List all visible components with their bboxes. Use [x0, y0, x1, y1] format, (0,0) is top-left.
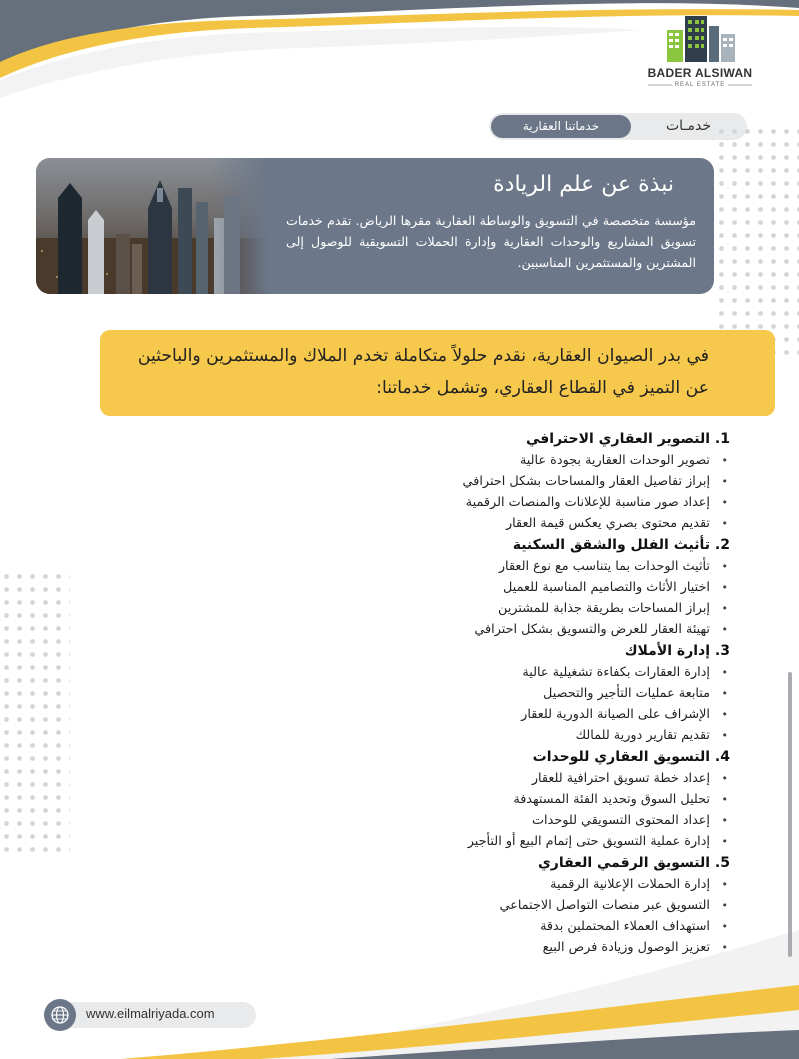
riyadh-skyline-image — [36, 158, 268, 294]
services-list — [300, 428, 730, 958]
about-card — [36, 158, 714, 294]
service-item: • إبراز تفاصيل العقار والمساحات بشكل احترافي — [300, 471, 730, 492]
company-logo — [640, 12, 760, 92]
service-item: • اختيار الأثاث والتصاميم المناسبة للعميل — [300, 577, 730, 598]
dot-grid-decoration-left — [0, 570, 70, 860]
service-title: 4. التسويق العقاري للوحدات — [532, 749, 730, 765]
dot-grid-decoration-right — [715, 125, 799, 355]
logo-name: BADER ALSIWAN — [647, 66, 753, 80]
service-item: • متابعة عمليات التأجير والتحصيل — [300, 683, 730, 704]
service-item: • التسويق عبر منصات التواصل الاجتماعي — [300, 895, 730, 916]
globe-icon — [44, 999, 76, 1031]
service-item: • تحليل السوق وتحديد الفئة المستهدفة — [300, 789, 730, 810]
about-text: مؤسسة متخصصة في التسويق والوساطة العقارية مقرها الرياض. تقدم خدمات تسويق المشاريع والوحدات العقارية وإدارة الحملات التسويقية للوصول إلى المشترين والمستثمرين المناسبين. — [286, 213, 696, 270]
service-item: • تعزيز الوصول وزيادة فرص البيع — [300, 937, 730, 958]
about-title: نبذة عن علم الريادة — [493, 172, 674, 197]
service-title: 3. إدارة الأملاك — [624, 643, 730, 659]
service-item: • إبراز المساحات بطريقة جذابة للمشترين — [300, 598, 730, 619]
service-title: 5. التسويق الرقمي العقاري — [537, 855, 730, 871]
service-item: • إدارة عملية التسويق حتى إتمام البيع أو التأجير — [300, 831, 730, 852]
service-item: • تصوير الوحدات العقارية بجودة عالية — [300, 450, 730, 471]
service-item: • إعداد المحتوى التسويقي للوحدات — [300, 810, 730, 831]
service-item: • إدارة الحملات الإعلانية الرقمية — [300, 874, 730, 895]
logo-subtitle: REAL ESTATE — [674, 82, 726, 88]
service-item: • تقديم تقارير دورية للمالك — [300, 725, 730, 746]
service-item: • تهيئة العقار للعرض والتسويق بشكل احترافي — [300, 619, 730, 640]
service-title: 2. تأثيث الفلل والشقق السكنية — [512, 537, 730, 553]
service-item: • تقديم محتوى بصري يعكس قيمة العقار — [300, 513, 730, 534]
service-item: • إدارة العقارات بكفاءة تشغيلية عالية — [300, 662, 730, 683]
website-link[interactable]: www.eilmalriyada.com — [86, 1006, 215, 1021]
service-item: • استهداف العملاء المحتملين بدقة — [300, 916, 730, 937]
buildings-logo-icon — [640, 12, 760, 64]
service-item: • تأثيث الوحدات بما يتناسب مع نوع العقار — [300, 556, 730, 577]
intro-text: في بدر الصيوان العقارية، نقدم حلولاً متكاملة تخدم الملاك والمستثمرين والباحثين عن التميز في القطاع العقاري، وتشمل خدماتنا: — [137, 346, 709, 398]
service-item: • إعداد صور مناسبة للإعلانات والمنصات الرقمية — [300, 492, 730, 513]
service-title: 1. التصوير العقاري الاحترافي — [525, 431, 730, 447]
service-item: • الإشراف على الصيانة الدورية للعقار — [300, 704, 730, 725]
scrollbar[interactable] — [788, 672, 792, 957]
breadcrumb-current: خدماتنا العقارية — [491, 115, 631, 138]
intro-box — [100, 330, 775, 416]
breadcrumb-section: خدمـات — [665, 118, 711, 134]
service-item: • إعداد خطة تسويق احترافية للعقار — [300, 768, 730, 789]
